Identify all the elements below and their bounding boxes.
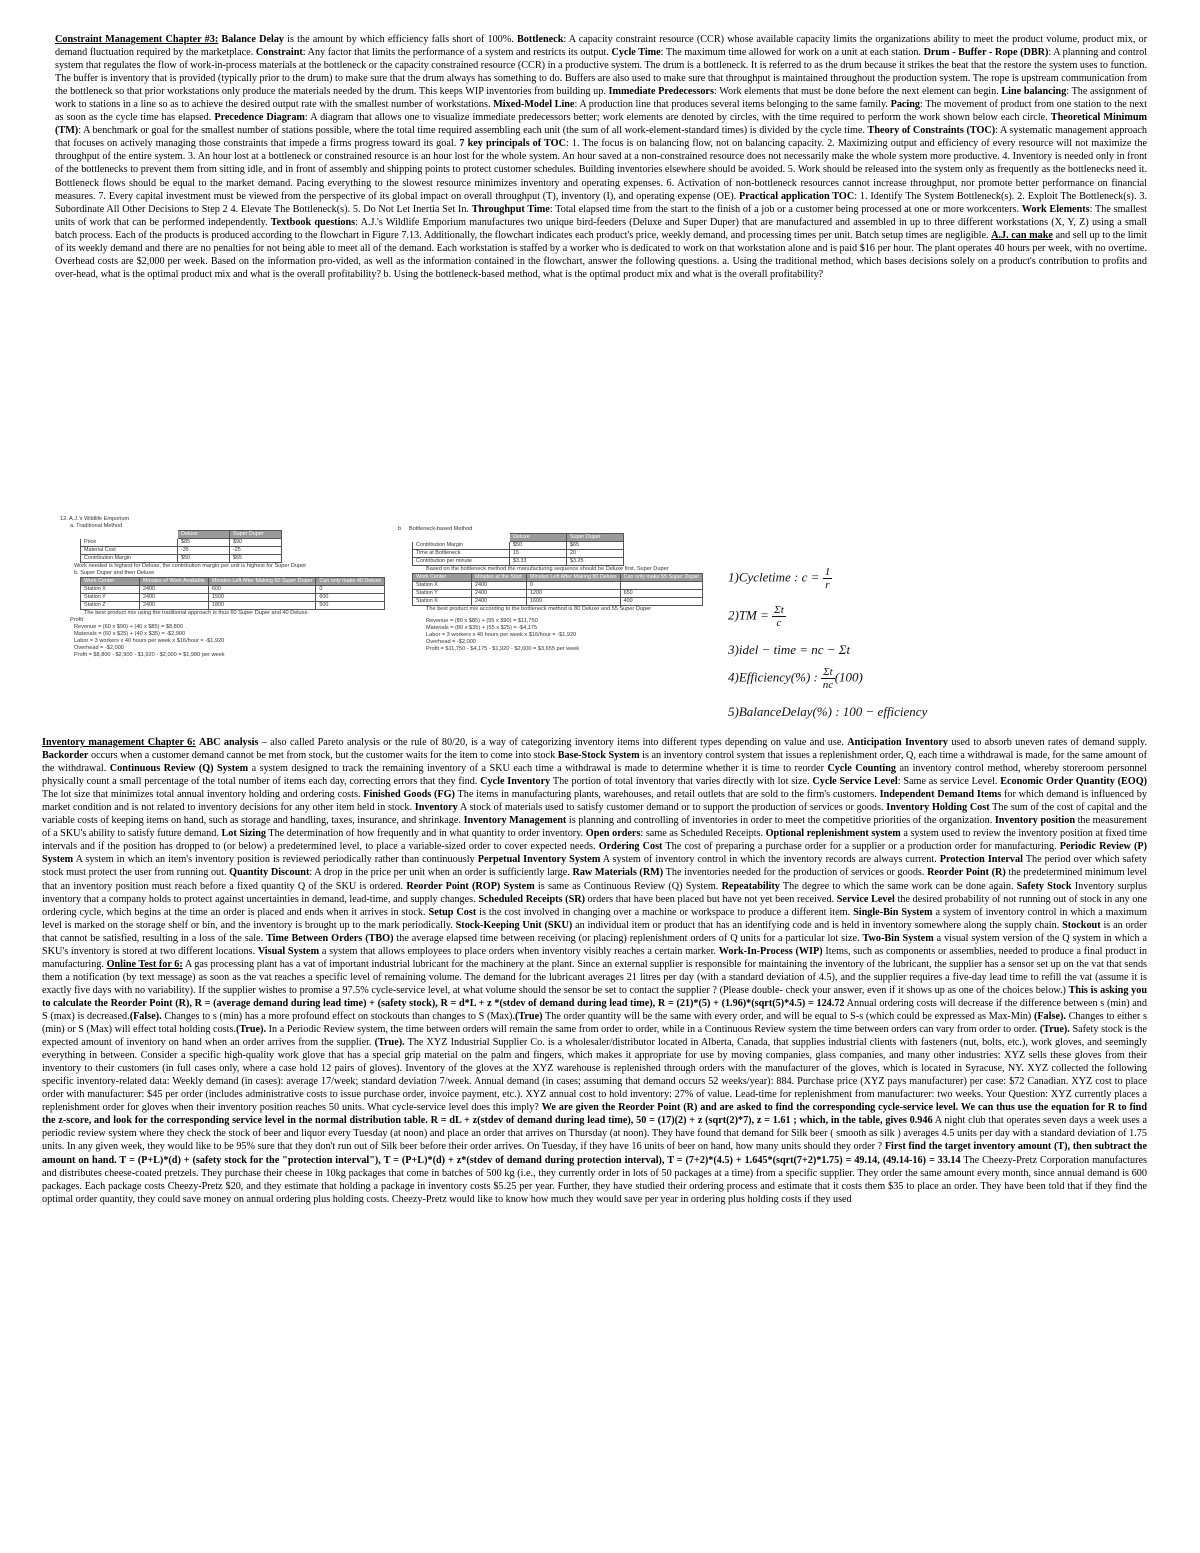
term: Setup Cost (428, 906, 477, 918)
term: Work Elements (1021, 203, 1090, 215)
text-run: is an order that cannot be satisfied, resulting in a loss of the sale. (42, 919, 1148, 944)
term: Line balancing (1001, 86, 1067, 98)
term: Mixed-Model Line (493, 99, 575, 111)
text-run: In a Periodic Review system, the time between orders will remain the same from order to order, while in a Continuous Review system the time between orders can vary from order to order. (266, 1024, 1040, 1036)
text-run: and sell up to the limit of its weekly demand and there are no penalties for not being able to meet all of the demand. Each workstation is staffed by a worker who is dedicated to work on that workstation alone and is paid $16 per hour. The plant operates 40 hours per week, with no overtime. Overhead costs are $2,000 per week. Based on the information pro-vided, as well as the information contained in the flowchart, answer the following questions. a. Using the traditional method, which bases decisions solely on a product's contribution to profits and over-head, what is the optimal product mix and what is the overall profitability? b. Using the bottleneck-based method, what is the optimal product mix and what is the overall profitability? (55, 229, 1147, 280)
text-run: The order quantity will be the same with every order, and will be equal to S-s (which could be expressed as Max-Min) (542, 1010, 1034, 1022)
constraint-management-section (55, 33, 1147, 281)
text-run: A gas processing plant has a vat of important industrial lubricant for the machinery at the plant. Since an external supplier is responsible for maintaining the inventory of the lubricant, the supplier has a sensor set up on the vat that sends them a notification (by text message) as soon as the vat reaches a specific level of remaining volume. The demand for the lubricant averages 21 litres per day (with a standard deviation of 4.5), and the supplier requires a five-day lead time to refill the vat (assume it is exactly five days with no variability). If the supplier wishes to promise a 97.5% cycle-service level, at what volume should the sensor be set to contact the supplier ? (Please double- check your answer, even if it shows up as one of the choices below.) (42, 958, 1148, 996)
table-row: Station X 2400 600 0 (81, 586, 385, 594)
figure-note: The best product mix according to the bottleneck method is 80 Deluxe and 55 Super Duper (426, 606, 652, 612)
term: Cycle Counting (827, 763, 897, 775)
table-row: Station X 2400 0 (413, 582, 703, 590)
text-run: a system that allows employees to place orders when inventory visibly reaches a certain marker. (319, 945, 719, 957)
text-run: : A production line that produces several items belonging to the same family. (574, 99, 891, 111)
profit-line: Labor = 3 workers x 40 hours per week x $16/hour = -$1,920 (74, 638, 225, 644)
profit-line: Profit = $8,800 - $2,900 - $1,920 - $2,000 = $1,980 per week (74, 652, 225, 658)
text-run: : The movement of product from one station to the next as soon as the cycle time has elapsed. (55, 99, 1147, 124)
formula-theoretical-minimum: 2)TM = $\frac{\Sigma t}{c}$ (728, 604, 784, 629)
term: Repeatability (721, 880, 780, 892)
term: This is asking you to calculate the Reorder Point (R), R = (average demand during lead time) + (safety stock), R = d*L + z *(stdev of demand during lead time), R = (21)*(5) + (1.96)*(sqrt(5)*4.5) = 124.72 (42, 984, 1148, 1009)
text-run: The cost of preparing a purchase order for a supplier or a production order for manufacturing. (662, 841, 1060, 853)
text-run: : A benchmark or goal for the smallest number of stations possible, where the total time required assembling each unit (the sum of all work-element-standard times) is divided by the cycle time. (78, 125, 868, 137)
profit-line: Overhead = -$2,000 (426, 639, 476, 645)
term: Continuous Review (Q) System (109, 763, 249, 775)
text-run: : The maximum time allowed for work on a unit at each station. (660, 47, 924, 59)
term: Time Between Orders (TBO) (266, 932, 394, 944)
text-run: The lot size that minimizes total annual inventory holding and ordering costs. (42, 789, 364, 801)
term: Pacing (890, 99, 921, 111)
term: Lot Sizing (221, 828, 266, 840)
text-run: : The smallest units of work that can be performed independently. (55, 203, 1148, 228)
text-run: : The assignment of work to stations in a line so as to achieve the desired output rate with the smallest number of workstations. (55, 86, 1147, 111)
text-run: the measurement of a SKU's ability to satisfy future demand. (42, 815, 1147, 840)
term: Perpetual Inventory System (477, 854, 601, 866)
term: We are given the Reorder Point (R) and are asked to find the corresponding cycle-service level. We can thus use the equation for R to find the z-score, and look for the corresponding service level in the normal distribution table. R = dL + z(stdev of demand during lead time), 50 = (17)(2) + z (sqrt(2)*7), z = 1.61 ; which, in the table, gives 0.946 (42, 1102, 1147, 1127)
text-run: The inventories needed for the production of services or goods. (663, 867, 928, 879)
table-row: Material Cost -35 -25 (81, 547, 282, 555)
text-run: for which demand is influenced by market condition and is not related to inventory decisions for any other item held in stock. (42, 789, 1147, 814)
text-run: : Total elapsed time from the start to the finish of a job or a customer being processed at one or more workcenters. (549, 203, 1022, 215)
text-run: A system of inventory control in which the inventory records are always current. (600, 854, 940, 866)
term: Open orders (585, 828, 641, 840)
text-run: The sum of the cost of capital and the variable costs of keeping items on hand, such as storage and handling, taxes, insurance, and shrinkage. (42, 802, 1147, 827)
figure-title: Bottleneck-based Method (408, 526, 473, 532)
formula-idle-time: 3)idel − time = nc − Σt (728, 642, 851, 657)
text-run: a system used to review the inventory position at fixed time intervals and if the position has dropped to (or below) a predetermined level, to place a variable-sized order to cover expected needs. (42, 828, 1147, 853)
text-run: : A drop in the price per unit when an order is sufficiently large. (309, 867, 573, 879)
figure-note: Work needed is highest for Deluxe, the contribution margin per unit is highest for Super Duper (74, 563, 307, 569)
text-run: Items, such as components or assemblies, needed to produce a final product in manufacturing. (42, 945, 1147, 970)
figure-subtitle: a. Traditional Method (70, 523, 123, 529)
text-run: The period over which safety stock must protect the user from running out. (42, 854, 1147, 879)
figure-subtitle: b. Super Duper and then Deluxe (74, 570, 155, 576)
term: (True) (514, 1010, 543, 1022)
term: Cycle Time (611, 47, 661, 59)
term: Practical application TOC (739, 190, 855, 202)
term: Protection Interval (939, 854, 1023, 866)
section-heading: Constraint Management Chapter #3: (55, 34, 219, 45)
formula-balance-delay: 5)BalanceDelay(%) : 100 − efficiency (728, 704, 928, 719)
text-run: a system of inventory control in which a maximum level is marked on the storage shelf or bin, and the inventory is brought up to the mark periodically. (42, 906, 1147, 931)
term: Independent Demand Items (879, 789, 1002, 801)
contribution-table (80, 530, 282, 563)
term: Reorder Point (R) (927, 867, 1006, 879)
term: Theoretical Minimum (TM) (55, 112, 1148, 137)
text-run: the desired probability of not running out of stock in any one ordering cycle, which begins at the time an order is placed and ends when it arrives in stock. (42, 893, 1147, 918)
term: Work-In-Process (WIP) (718, 945, 823, 957)
term: Safety Stock (1016, 880, 1072, 892)
term: Inventory Management (463, 815, 567, 827)
figure-marker: b (398, 526, 402, 532)
term: 7 key principals of TOC (459, 138, 566, 150)
text-run: A system in which an item's inventory position is reviewed periodically rather than continuously (73, 854, 478, 866)
table-row: Station Z 2400 1800 500 (81, 602, 385, 610)
text-run: is same as Continuous Review (Q) System. (534, 880, 722, 892)
text-run: is an inventory control system that issues a replenishment order, Q, each time a withdrawal is made, for the same amount of the withdrawal. (42, 750, 1147, 775)
table-row: Time at Bottleneck 15 20 (413, 550, 624, 558)
term: Reorder Point (ROP) System (406, 880, 535, 892)
table-row: Station Y 2400 1200 650 (413, 590, 703, 598)
underlined-term: A.J. can make (991, 229, 1053, 241)
figure-note: Based on the bottleneck method the manufacturing sequence should be Deluxe first, Super Duper (426, 566, 669, 572)
term: (False). (129, 1010, 162, 1022)
term: Bottleneck (516, 34, 564, 45)
term: Service Level (836, 893, 895, 905)
bottleneck-contribution-table (412, 533, 624, 566)
formula-efficiency: 4)Efficiency(%) : $\frac{\Sigma t}{nc}(100)$ (728, 666, 863, 691)
table-header-row: Deluxe Super Duper (81, 531, 282, 539)
text-run: : Same as service Level. (897, 776, 1001, 788)
term: Single-Bin System (853, 906, 933, 918)
term: (True). (235, 1024, 267, 1036)
text-run: : 1. Identify The System Bottleneck(s). 2. Exploit The Bottleneck(s). 3. Subordinate All Other Decisions to Step 2 4. Elevate The Bottleneck(s). 5. Do Not Let Inertia Set In. (55, 190, 1147, 215)
text-run: The determination of how frequently and in what quantity to order inventory. (265, 828, 586, 840)
term: Quantity Discount (229, 867, 310, 879)
text-run: – also called Pareto analysis or the rule of 80/20, is a way of categorizing inventory items into different types depending on value and use. (258, 737, 848, 748)
profit-line: Profit = $11,750 - $4,175 - $1,920 - $2,000 = $3,655 per week (426, 646, 580, 652)
text-run: the predetermined minimum level that an inventory position must reach before a fixed quantity Q of the SKU is ordered. (42, 867, 1147, 892)
term: Balance Delay (221, 34, 285, 45)
term: Economic Order Quantity (EOQ) (1000, 776, 1148, 788)
section-heading: Inventory management Chapter 6: (42, 737, 196, 748)
term: Theory of Constraints (TOC) (867, 125, 996, 137)
text-run: is the cost involved in changing over a machine or workspace to produce a different item. (476, 906, 854, 918)
text-run: Safety stock is the expected amount of inventory on hand when an order arrives from the supplier. (42, 1024, 1147, 1049)
table-header-row: Work Center Minutes of Work Available Minutes Left After Making 60 Super Duper Can only make 40 Deluxe (81, 578, 385, 586)
term: Finished Goods (FG) (363, 789, 455, 801)
term: Constraint (255, 47, 303, 59)
text-run: The Cheezy-Pretz Corporation manufactures and distributes cheese-coated pretzels. They purchase their cheese in 10kg packages that come in batches of 500 kg (i.e., they currently order in lots of 50 packages at a time) from a specific supplier. They order the same amount every month, since annual demand is 600 packages. Each package costs Cheezy-Pretz $20, and they estimate that holding a package in inventory costs $5.25 per year. Further, they have studied their ordering process and estimate that it costs them $35 to place an order. They have been told that if they find the optimal order quantity, they could save money on annual ordering plus holding costs. Cheezy-Pretz would like to know how much they would save per year in ordering plus holding costs if they used (42, 1154, 1147, 1205)
table-row: Contribution Margin $50 $65 (413, 542, 624, 550)
text-run: a system designed to track the remaining inventory of a SKU each time a withdrawal is made to determine whether it is time to reorder (248, 763, 828, 775)
text-run: The XYZ Industrial Supplier Co. is a wholesaler/distributor located in Alberta, Canada, that supplies industrial clients with fasteners (nut, bolts, etc.), work gloves, and seemingly everything in between. Consider a specific high-quality work glove that has a special grip material on the palm and fingers, which makes it appropriate for use by moving companies, glass companies, and many other industries: XYZ sells these gloves from their inventory to their customers (in full cases only, where a case hold 12 pairs of gloves). Inventory of the gloves at the XYZ warehouse is replenished through orders with the manufacturer of the gloves, which is located in Syracuse, NY. XYZ collected the following specific inventory-related data: Weekly demand (in cases): average 17/week; standard deviation 7/week. Annual demand (in cases; assuming that demand occurs 52 weeks/year): 884. Purchase price (XYZ pays manufacturer) per case: $72 Canadian. XYZ cost to place order with manufacturer: $45 per order (includes administrative costs to issue purchase order, invoice payment, etc.). XYZ annual cost to hold inventory: 27% of value. Lead-time for replenishment from manufacturer: two weeks. Your Question: XYZ currently places a replenishment order for gloves when their inventory position reaches 50 units. What cycle-service level does this imply? (42, 1037, 1147, 1114)
text-run: the average elapsed time between receiving (or placing) replenishment orders of Q units for a particular lot size. (393, 932, 863, 944)
term: Ordering Cost (598, 841, 663, 853)
table-row: Station Y 2400 1500 600 (81, 594, 385, 602)
term: Scheduled Receipts (SR) (478, 893, 585, 905)
term: Inventory Holding Cost (886, 802, 990, 814)
bottleneck-workstation-table (412, 573, 703, 606)
term: Inventory (414, 802, 458, 814)
table-row: Contribution Margin $50 $65 (81, 555, 282, 563)
text-run: : same as Scheduled Receipts. (640, 828, 766, 840)
text-run: Inventory surplus inventory that a company holds to protect against uncertainties in demand, lead-time, and supply changes. (42, 880, 1148, 905)
text-run: The items in manufacturing plants, warehouses, and retail outlets that are sold to the firm's customers. (454, 789, 880, 801)
text-run: an inventory control method, whereby storeroom personnel physically count a small percentage of the total number of items each day, correcting errors that they find. (42, 763, 1147, 788)
text-run: : Work elements that must be done before the next element can begin. (713, 86, 1002, 98)
text-run: an individual item or product that has an identifying code and is held in inventory somewhere along the supply chain. (572, 919, 1063, 931)
text-run: Annual ordering costs will decrease if the difference between s (min) and S (max) is decreased. (42, 997, 1147, 1022)
term: Optional replenishment system (765, 828, 901, 840)
text-run: : 1. The focus is on balancing flow, not on balancing capacity. 2. Maximizing output and efficiency of every resource will not maximize the throughput of the entire system. 3. An hour lost at a bottleneck or constrained resource is an hour lost for the whole system. An hour saved at a non-constrained resource does not necessarily make the whole system more productive. 4. Inventory is needed only in front of the bottlenecks to prevent them from sitting idle, and in front of assembly and shipping points to protect customer schedules. Building inventories elsewhere should be avoided. 5. Work should be released into the system only as frequently as the bottlenecks need it. Bottleneck flows should be equal to the market demand. Pacing everything to the slowest resource minimizes inventory and operating expenses. 6. Activation of non-bottleneck resources cannot increase throughput, nor promote better performance on financial measures. 7. Every capital investment must be viewed from the perspective of its global impact on overall throughput (T), inventory (I), and operating expense (OE). (55, 138, 1147, 202)
text-run: : A systematic management approach that focuses on actively managing those constraints that impede a firms progress toward its goal. (55, 125, 1148, 150)
section-body (42, 737, 1147, 1205)
term: Base-Stock System (557, 750, 640, 762)
term: (False). (1033, 1010, 1066, 1022)
bottleneck-method-figure (398, 526, 728, 653)
profit-line: Revenue = (80 x $85) + (55 x $90) = $11,750 (426, 618, 538, 624)
term: Backorder (42, 750, 89, 762)
text-run: : A diagram that allows one to visualize immediate predecessors better; work elements are denoted by circles, with the time required to perform the work shown below each circle. (304, 112, 1051, 124)
term: Immediate Predecessors (608, 86, 714, 98)
profit-line: Revenue = (60 x $90) + (40 x $85) = $8,800 (74, 624, 183, 630)
text-run: a visual system version of the Q system in which a SKU's inventory is stored at two different locations. (42, 932, 1148, 957)
text-run: The degree to which the same work can be done again. (779, 880, 1017, 892)
term: Cycle Inventory (480, 776, 551, 788)
term: Inventory position (994, 815, 1075, 827)
underlined-term: Online Test for 6: (106, 958, 183, 970)
text-run: orders that have been placed but have not yet been received. (584, 893, 837, 905)
text-run: occurs when a customer demand cannot be met from stock, but the customer waits for the item to come into stock (88, 750, 558, 762)
table-row: Station X 2400 1600 400 (413, 598, 703, 606)
term: Periodic Review (P) System (42, 841, 1147, 866)
text-run: used to absorb uneven rates of demand supply. (947, 737, 1148, 748)
text-run: : A.J.'s Wildlife Emporium manufactures two unique bird-feeders (Deluxe and Super Duper) that are manufactured and assembled in up to three different workstations (X, Y, Z) using a small batch process. Each of the products is produced according to the flowchart in Figure 7.13. Additionally, the flowchart indicates each product's price, weekly demand, and processing times per unit. Batch setup times are negligible. (55, 216, 1148, 241)
text-run: Changes to s (min) has a more profound effect on stockouts than changes to S (Max). (161, 1010, 515, 1022)
text-run: : Any factor that limits the performance of a system and restricts its output. (302, 47, 612, 59)
text-run: The portion of total inventory that varies directly with lot size. (550, 776, 813, 788)
table-header-row: Work Center Minutes at the Start Minutes Left After Making 80 Deluxe Can only make 55 Super Duper (413, 574, 703, 582)
profit-line: Overhead = -$2,000 (74, 645, 124, 651)
term: Visual System (257, 945, 320, 957)
term: Textbook questions (270, 216, 356, 228)
text-run: : A capacity constraint resource (CCR) whose available capacity limits the organizations ability to meet the product volume, product mix, or demand fluctuation required by the marketplace. (55, 34, 1148, 59)
table-header-row: Deluxe Super Duper (413, 534, 624, 542)
figure-title: 12. A.J.'s Wildlife Emporium (60, 516, 130, 522)
inventory-management-section (42, 736, 1147, 1206)
term: Anticipation Inventory (847, 737, 948, 748)
term: (True). (1039, 1024, 1070, 1036)
table-row: Price $85 $90 (81, 539, 282, 547)
term: Drum - Buffer - Rope (DBR) (923, 47, 1049, 59)
term: ABC analysis (198, 737, 259, 748)
profit-line: Materials = (60 x $25) + (40 x $35) = -$2,900 (74, 631, 186, 637)
term: Cycle Service Level (812, 776, 898, 788)
text-run: : A planning and control system that regulates the flow of work-in-process materials at the bottleneck or the capacity constrained resource (CCR) in a productive system. The drum is a bottleneck. It is referred to as the drum because it strikes the beat that the restore the system uses to function. The buffer is inventory that is provided (typically prior to the drum) to make sure that the drum always has something to do. Buffers are also used to make sure that throughput is maintained throughout the production system. The rope is upstream communication from the bottleneck so that prior workstations only produce the materials needed by the drum. This keeps WIP inventories from building up. (55, 47, 1148, 98)
term: Raw Materials (RM) (572, 867, 664, 879)
text-run: is planning and controlling of inventories in order to meet the competitive priorities of the organization. (566, 815, 995, 827)
profit-line: Labor = 3 workers x 40 hours per week x $16/hour = -$1,920 (426, 632, 577, 638)
text-run: A stock of materials used to satisfy customer demand or to support the production of services or goods. (457, 802, 887, 814)
profit-label: Profit (70, 617, 84, 623)
term: Two-Bin System (862, 932, 934, 944)
text-run: Changes to either s (min) or S (Max) will effect total holding costs. (42, 1010, 1147, 1036)
term: First find the target inventory amount (T), then subtract the amount on hand. T = (P+L)*(d) + (safety stock for the "protection interval"), T = (P+L)*(d) + z*(stdev of demand during protection interval), T = (7+2)*(4.5) + 1.645*(sqrt(7+2)*1.75) = 49.14, (49.14-16) = 33.14 (42, 1141, 1147, 1166)
term: Precedence Diagram (214, 112, 305, 124)
formula-cycle-time: 1)Cycletime : c = $\frac{1}{r}$ (728, 566, 831, 591)
profit-line: Materials = (80 x $35) + (55 x $25) = -$4,175 (426, 625, 538, 631)
workstation-table (80, 577, 385, 610)
term: (True). (374, 1037, 405, 1049)
term: Throughput Time (471, 203, 550, 215)
term: Stockout (1062, 919, 1101, 931)
text-run: is the amount by which efficiency falls short of 100%. (284, 34, 517, 45)
text-run: A night club that operates seven days a week uses a periodic review system where they check the stock of beer and liquor every Tuesday (at noon) and place an order that arrives on Thursday (at noon). They have found that demand for Silk beer ( smooth as silk ) averages 4.5 units per day with a standard deviation of 1.75 units. In any given week, they would like to be 95% sure that they don't run out of Silk beer before their order arrives. On Tuesday, if they have 16 units of beer on hand, how many units should they order ? (42, 1115, 1148, 1153)
table-row: Contribution per minute $3.33 $3.25 (413, 558, 624, 566)
traditional-method-figure (60, 516, 390, 659)
section-body (55, 34, 1147, 280)
figure-note: The best product mix using the traditional approach is thus 60 Super Duper and 40 Deluxe. (84, 610, 310, 616)
term: Stock-Keeping Unit (SKU) (455, 919, 573, 931)
